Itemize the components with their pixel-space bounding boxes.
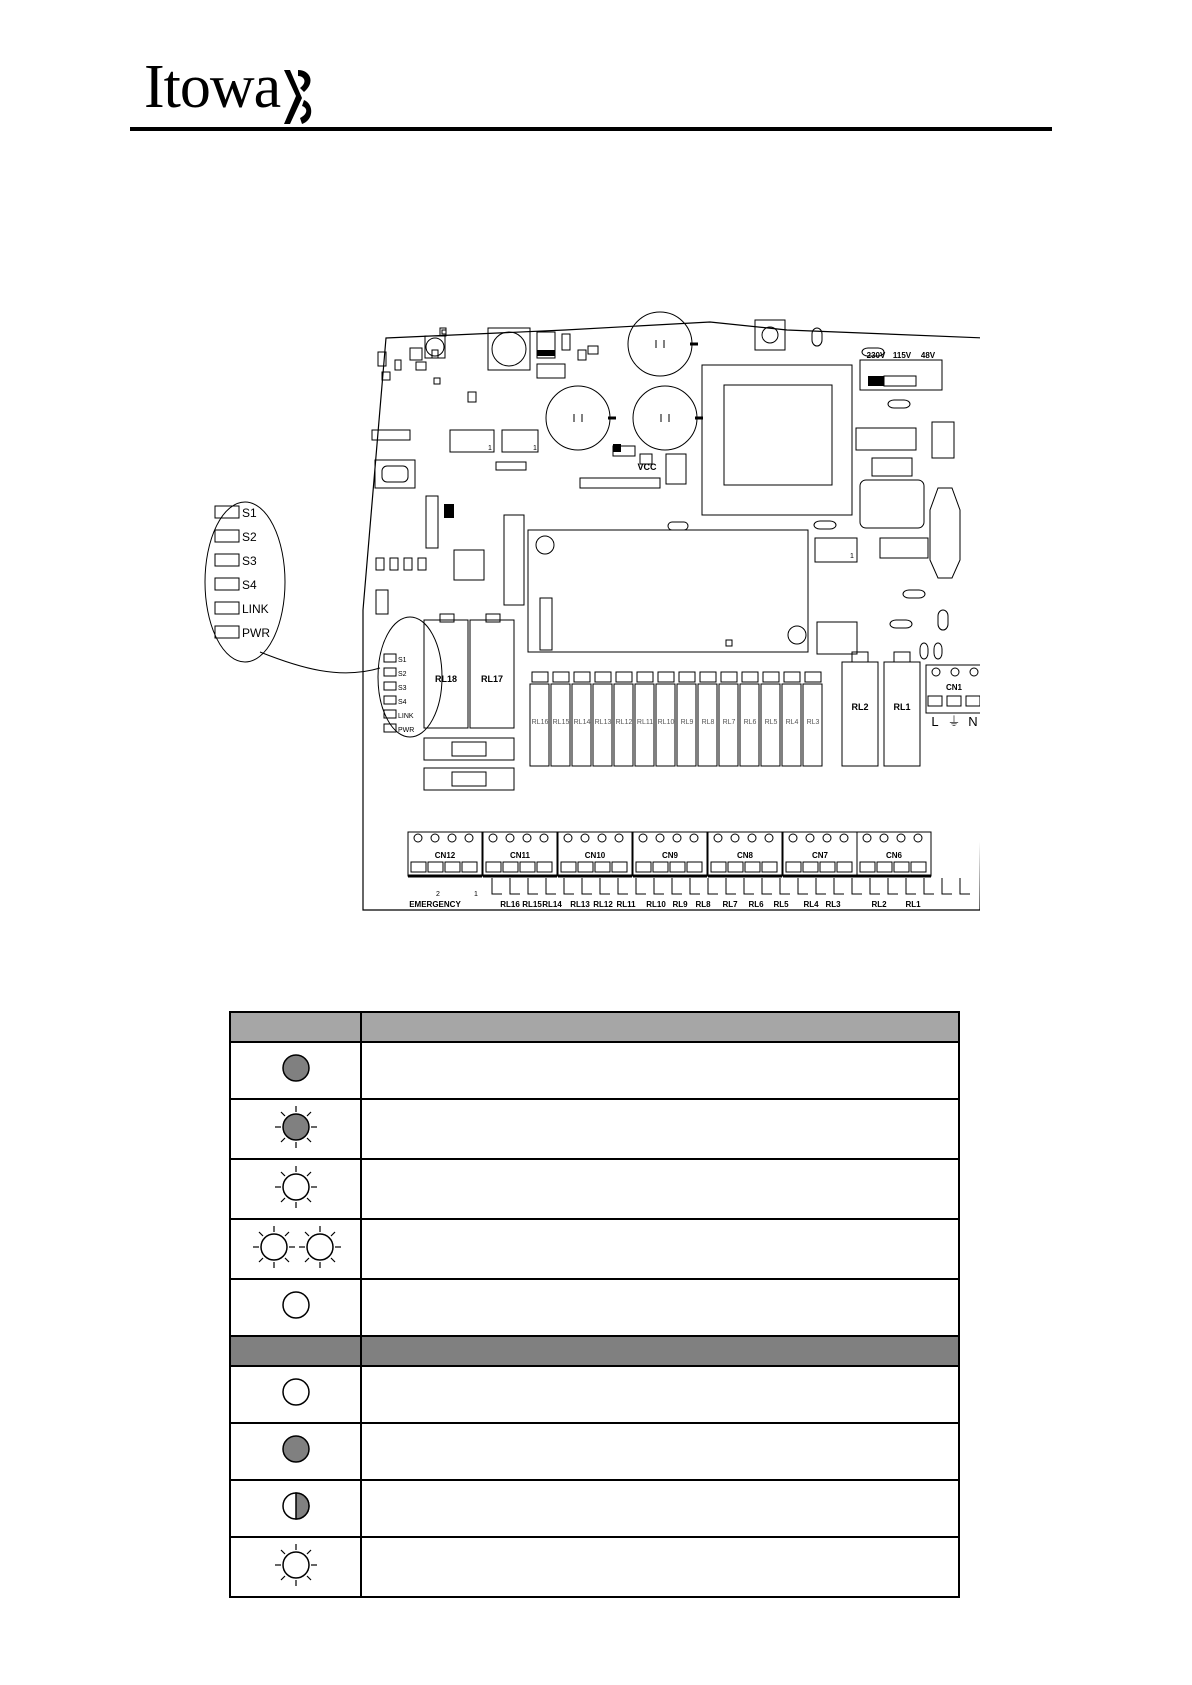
cn1-pin-label: L — [931, 714, 939, 729]
logo-mark-icon — [280, 66, 320, 128]
terminal-screw-icon — [951, 668, 959, 676]
relay-indicator — [553, 672, 569, 682]
terminal-slot — [803, 862, 818, 872]
smd-component — [496, 462, 526, 470]
wiring-contact — [942, 878, 952, 894]
board-led-s4 — [384, 696, 396, 704]
callout-connector — [260, 652, 380, 673]
relay-tab — [486, 614, 500, 622]
header-cell — [361, 1012, 959, 1042]
relay-label: RL3 — [806, 719, 820, 726]
connector-label: CN7 — [811, 851, 829, 860]
wiring-contact — [726, 878, 736, 894]
relay-label: RL8 — [701, 719, 715, 726]
capacitor-vertical — [932, 422, 954, 458]
relay-indicator — [532, 672, 548, 682]
led-description-cell — [361, 1279, 959, 1336]
callout-led-label: LINK — [242, 602, 269, 616]
smd-component — [432, 350, 438, 358]
relay-label: RL1 — [893, 702, 911, 712]
led-off-blinking-icon — [236, 1162, 356, 1212]
callout-led-label: S2 — [242, 530, 257, 544]
pin-header — [580, 478, 660, 488]
inductor-small — [425, 336, 445, 358]
connector-label: CN11 — [509, 851, 531, 860]
ic-package — [454, 550, 484, 580]
led-on-icon — [236, 1043, 356, 1093]
relay-indicator — [784, 672, 800, 682]
wiring-contact — [546, 878, 556, 894]
mount-screw — [755, 320, 785, 350]
terminal-screw-icon — [789, 834, 797, 842]
relay-label: RL7 — [722, 719, 736, 726]
fuse-element — [452, 772, 486, 786]
relay-indicator — [742, 672, 758, 682]
led-description-cell — [361, 1366, 959, 1423]
wiring-contact — [834, 878, 844, 894]
wiring-contact — [528, 878, 538, 894]
connector-label: CN10 — [584, 851, 606, 860]
wiring-contact — [960, 878, 970, 894]
wiring-contact — [492, 878, 502, 894]
led-state-cell — [230, 1042, 361, 1099]
terminal-screw-icon — [731, 834, 739, 842]
pin-one-mark: 1 — [533, 445, 537, 452]
wiring-contact — [780, 878, 790, 894]
terminal-screw-icon — [506, 834, 514, 842]
terminal-slot — [728, 862, 743, 872]
wiring-contact — [924, 878, 934, 894]
terminal-screw-icon — [748, 834, 756, 842]
relay-label: RL18 — [434, 674, 458, 684]
callout-led-label: S4 — [242, 578, 257, 592]
terminal-slot — [670, 862, 685, 872]
wiring-contact — [690, 878, 700, 894]
smd-component — [416, 362, 426, 370]
smd-component — [442, 330, 446, 334]
electrolytic-capacitor — [546, 386, 610, 450]
terminal-screw-icon — [615, 834, 623, 842]
module-screw-icon — [536, 536, 554, 554]
terminal-screw-icon — [581, 834, 589, 842]
relay-vertical — [504, 515, 524, 605]
led-state-cell — [230, 1423, 361, 1480]
board-led-label: S4 — [398, 699, 407, 706]
terminal-slot — [636, 862, 651, 872]
relay-indicator — [616, 672, 632, 682]
relay-rl2 — [842, 662, 878, 766]
terminal-screw-icon — [714, 834, 722, 842]
terminal-screw-icon — [840, 834, 848, 842]
board-led-label: S3 — [398, 685, 407, 692]
terminal-slot — [445, 862, 460, 872]
relay-indicator — [763, 672, 779, 682]
terminal-slot — [578, 862, 593, 872]
connector-label: CN6 — [885, 851, 903, 860]
vcc-label: VCC — [637, 462, 657, 472]
terminal-slot — [837, 862, 852, 872]
led-description-cell — [361, 1423, 959, 1480]
inductor-large — [488, 328, 530, 370]
voltage-label: 230V — [866, 351, 886, 360]
fuse-holder — [903, 590, 925, 598]
relay-label: RL14 — [573, 719, 591, 726]
terminal-slot — [595, 862, 610, 872]
led-description-cell — [361, 1219, 959, 1279]
relay-label: RL5 — [764, 719, 778, 726]
smd-component — [668, 522, 688, 530]
ic-package — [817, 622, 857, 654]
led-off-icon — [236, 1280, 356, 1330]
led-off-blinking-icon — [236, 1540, 356, 1590]
wiring-contact — [618, 878, 628, 894]
capacitor-band — [537, 350, 555, 356]
terminal-label: RL8 — [695, 900, 711, 909]
relay-label: RL11 — [636, 719, 654, 726]
relay-label: RL9 — [680, 719, 694, 726]
table-header-row — [230, 1012, 959, 1042]
led-on-icon — [236, 1424, 356, 1474]
electrolytic-capacitor — [628, 312, 692, 376]
varistor-block — [860, 480, 924, 528]
table-row — [230, 1042, 959, 1099]
terminal-slot — [966, 696, 980, 706]
wiring-contact — [870, 878, 880, 894]
relay-label: RL6 — [743, 719, 757, 726]
table-row — [230, 1537, 959, 1597]
selector-knob — [868, 376, 884, 386]
terminal-slot — [486, 862, 501, 872]
terminal-screw-icon — [806, 834, 814, 842]
fuse-block — [424, 738, 514, 760]
led-off-icon — [236, 1367, 356, 1417]
header-cell — [230, 1336, 361, 1366]
led-state-cell — [230, 1480, 361, 1537]
terminal-screw-icon — [431, 834, 439, 842]
surge-arrester — [930, 488, 960, 578]
connector-label: CN8 — [736, 851, 754, 860]
led-state-cell — [230, 1279, 361, 1336]
led-description-cell — [361, 1480, 959, 1537]
wiring-contact — [636, 878, 646, 894]
brand-logo: Itowa — [144, 53, 281, 121]
pin-header-vertical — [426, 496, 438, 548]
terminal-screw-icon — [673, 834, 681, 842]
relay-indicator — [721, 672, 737, 682]
relay-label: RL17 — [480, 674, 504, 684]
relay-label: RL4 — [785, 719, 799, 726]
callout-led-pwr — [215, 626, 239, 638]
terminal-screw-icon — [540, 834, 548, 842]
smd-component — [404, 558, 412, 570]
film-capacitor — [880, 538, 928, 558]
relay-indicator — [700, 672, 716, 682]
led-state-cell — [230, 1099, 361, 1159]
terminal-slot — [537, 862, 552, 872]
terminal-label: RL9 — [672, 900, 688, 909]
relay-indicator — [595, 672, 611, 682]
callout-led-label: S3 — [242, 554, 257, 568]
film-capacitor — [872, 458, 912, 476]
terminal-screw-icon — [639, 834, 647, 842]
relay-indicator — [679, 672, 695, 682]
header-rule — [130, 127, 1052, 131]
transformer-core — [724, 385, 832, 485]
smd-component — [395, 360, 401, 370]
relay-rl1 — [884, 662, 920, 766]
fuse-holder — [888, 400, 910, 408]
emergency-mark: 2 — [436, 891, 440, 898]
terminal-label: RL4 — [803, 900, 819, 909]
table-row — [230, 1159, 959, 1219]
terminal-label: RL15 — [522, 900, 542, 909]
led-on-blinking-icon — [236, 1102, 356, 1152]
wiring-contact — [888, 878, 898, 894]
board-led-s1 — [384, 654, 396, 662]
fuse-holder — [934, 643, 942, 659]
inductor-coil — [492, 332, 526, 366]
wiring-contact — [510, 878, 520, 894]
voltage-label: 48V — [920, 351, 936, 360]
led-description-cell — [361, 1099, 959, 1159]
crystal-body — [382, 466, 408, 482]
wiring-contact — [762, 878, 772, 894]
wiring-contact — [852, 878, 862, 894]
terminal-slot — [877, 862, 892, 872]
terminal-label: RL13 — [570, 900, 590, 909]
terminal-screw-icon — [690, 834, 698, 842]
terminal-label: RL10 — [646, 900, 666, 909]
selector-slot — [884, 376, 916, 386]
led-state-cell — [230, 1366, 361, 1423]
cn1-pin-label: ⏚ — [947, 714, 961, 729]
smd-component — [390, 558, 398, 570]
smd-component — [726, 640, 732, 646]
pin-header-vertical — [376, 590, 388, 614]
terminal-slot — [428, 862, 443, 872]
callout-led-label: S1 — [242, 506, 257, 520]
terminal-slot — [687, 862, 702, 872]
smd-component — [434, 378, 440, 384]
led-description-cell — [361, 1042, 959, 1099]
terminal-screw-icon — [765, 834, 773, 842]
led-state-cell — [230, 1159, 361, 1219]
smd-component — [537, 364, 565, 378]
terminal-screw-icon — [880, 834, 888, 842]
callout-led-link — [215, 602, 239, 614]
wiring-contact — [798, 878, 808, 894]
relay-label: RL16 — [531, 719, 549, 726]
relay-label: RL12 — [615, 719, 633, 726]
relay-label: RL13 — [594, 719, 612, 726]
page-header — [130, 40, 1052, 135]
table-header-row — [230, 1336, 959, 1366]
relay-label: RL2 — [851, 702, 869, 712]
callout-led-s3 — [215, 554, 239, 566]
table-row — [230, 1480, 959, 1537]
relay-tab — [894, 652, 910, 662]
terminal-slot — [411, 862, 426, 872]
wiring-contact — [744, 878, 754, 894]
led-legend-table — [229, 1011, 960, 1598]
board-led-label: S1 — [398, 657, 407, 664]
terminal-screw-icon — [448, 834, 456, 842]
relay-tab — [440, 614, 454, 622]
wiring-contact — [564, 878, 574, 894]
led-half-icon — [236, 1481, 356, 1531]
callout-led-label: PWR — [242, 626, 270, 640]
terminal-label: RL12 — [593, 900, 613, 909]
emergency-mark: 1 — [474, 891, 478, 898]
terminal-screw-icon — [414, 834, 422, 842]
terminal-slot — [928, 696, 942, 706]
smd-component — [588, 346, 598, 354]
wiring-contact — [816, 878, 826, 894]
terminal-label: RL6 — [748, 900, 764, 909]
terminal-slot — [947, 696, 961, 706]
terminal-slot — [612, 862, 627, 872]
led-description-cell — [361, 1537, 959, 1597]
smd-component — [562, 334, 570, 350]
network-module — [528, 530, 808, 652]
electrolytic-capacitor — [633, 386, 697, 450]
smd-component — [578, 350, 586, 360]
fuse-holder — [890, 620, 912, 628]
terminal-slot — [653, 862, 668, 872]
board-led-s2 — [384, 668, 396, 676]
film-capacitor — [856, 428, 916, 450]
led-state-cell — [230, 1219, 361, 1279]
terminal-screw-icon — [897, 834, 905, 842]
board-led-label: PWR — [398, 727, 415, 734]
terminal-label: EMERGENCY — [409, 900, 461, 909]
wiring-contact — [582, 878, 592, 894]
pin-one-mark: 1 — [488, 445, 492, 452]
terminal-slot — [894, 862, 909, 872]
inductor-coil — [426, 338, 444, 356]
smd-component — [418, 558, 426, 570]
terminal-screw-icon — [970, 668, 978, 676]
terminal-slot — [911, 862, 926, 872]
cn1-label: CN1 — [945, 683, 963, 692]
screw-icon — [762, 327, 778, 343]
connector-label: CN9 — [661, 851, 679, 860]
header-cell — [230, 1012, 361, 1042]
table-row — [230, 1099, 959, 1159]
terminal-screw-icon — [465, 834, 473, 842]
terminal-screw-icon — [598, 834, 606, 842]
terminal-screw-icon — [932, 668, 940, 676]
led-state-cell — [230, 1537, 361, 1597]
terminal-slot — [745, 862, 760, 872]
terminal-screw-icon — [914, 834, 922, 842]
board-led-pwr — [384, 724, 396, 732]
board-outline — [363, 322, 980, 910]
relay-indicator — [574, 672, 590, 682]
terminal-label: RL11 — [616, 900, 636, 909]
terminal-screw-icon — [863, 834, 871, 842]
terminal-slot — [462, 862, 477, 872]
terminal-label: RL14 — [542, 900, 562, 909]
board-led-label: S2 — [398, 671, 407, 678]
fuse-holder — [814, 521, 836, 529]
terminal-slot — [561, 862, 576, 872]
terminal-slot — [820, 862, 835, 872]
pin-one-mark: 1 — [850, 553, 854, 560]
table-row — [230, 1219, 959, 1279]
connector-label: CN12 — [434, 851, 456, 860]
module-screw-icon — [788, 626, 806, 644]
terminal-slot — [520, 862, 535, 872]
fuse-element — [452, 742, 486, 756]
led-description-cell — [361, 1159, 959, 1219]
terminal-label: RL7 — [722, 900, 738, 909]
wiring-contact — [708, 878, 718, 894]
terminal-label: RL2 — [871, 900, 887, 909]
terminal-label: RL1 — [905, 900, 921, 909]
board-led-label: LINK — [398, 713, 414, 720]
terminal-slot — [711, 862, 726, 872]
terminal-label: RL3 — [825, 900, 841, 909]
terminal-screw-icon — [489, 834, 497, 842]
terminal-slot — [762, 862, 777, 872]
control-board-diagram — [200, 310, 980, 930]
terminal-screw-icon — [564, 834, 572, 842]
transistor — [444, 504, 454, 518]
ic-package — [666, 454, 686, 484]
smd-component — [468, 392, 476, 402]
header-cell — [361, 1336, 959, 1366]
callout-led-s1 — [215, 506, 239, 518]
relay-indicator — [805, 672, 821, 682]
relay-indicator — [637, 672, 653, 682]
relay-label: RL15 — [552, 719, 570, 726]
smd-component — [376, 558, 384, 570]
wiring-contact — [654, 878, 664, 894]
wiring-contact — [600, 878, 610, 894]
led-double-blink-icon — [236, 1222, 356, 1272]
fuse-holder — [938, 610, 948, 630]
board-led-s3 — [384, 682, 396, 690]
table-row — [230, 1279, 959, 1336]
voltage-label: 115V — [892, 351, 912, 360]
module-pin-header — [540, 598, 552, 650]
terminal-slot — [503, 862, 518, 872]
terminal-screw-icon — [656, 834, 664, 842]
callout-led-s4 — [215, 578, 239, 590]
table-row — [230, 1423, 959, 1480]
cn1-pin-label: N — [968, 714, 978, 729]
callout-led-s2 — [215, 530, 239, 542]
fuse-block — [424, 768, 514, 790]
wiring-contact — [906, 878, 916, 894]
table-row — [230, 1366, 959, 1423]
crystal — [375, 460, 415, 488]
terminal-label: RL5 — [773, 900, 789, 909]
smd-component — [613, 444, 621, 452]
terminal-screw-icon — [823, 834, 831, 842]
relay-indicator — [658, 672, 674, 682]
fuse-holder — [920, 643, 928, 659]
wiring-contact — [672, 878, 682, 894]
relay-label: RL10 — [657, 719, 675, 726]
terminal-slot — [786, 862, 801, 872]
terminal-screw-icon — [523, 834, 531, 842]
terminal-slot — [860, 862, 875, 872]
smd-component — [410, 348, 422, 360]
terminal-label: RL16 — [500, 900, 520, 909]
